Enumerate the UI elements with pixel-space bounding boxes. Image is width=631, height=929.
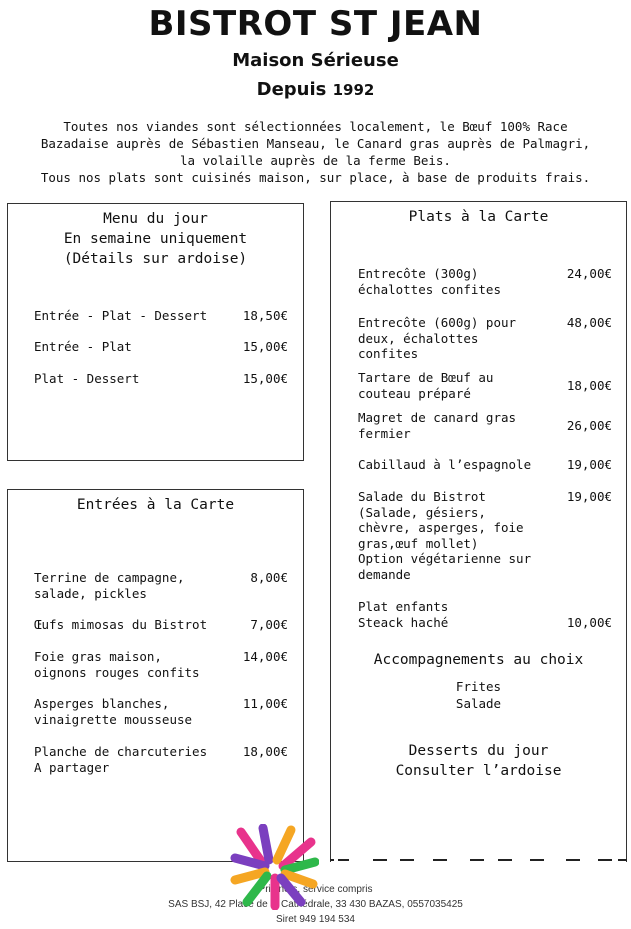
plats-box	[330, 201, 627, 862]
entree-item-price: 7,00€	[250, 617, 288, 632]
divider	[566, 859, 580, 861]
divider	[618, 859, 627, 861]
menu-du-jour-box	[7, 203, 304, 461]
plat-item-name	[358, 370, 493, 401]
plat-name-line: (Salade, gésiers,	[358, 504, 486, 520]
entree-name-line: oignons rouges confits	[34, 664, 200, 680]
tagline: Maison Sérieuse	[232, 50, 399, 71]
plat-name-line: deux, échalottes	[358, 330, 479, 346]
intro-line: Bazadaise auprès de Sébastien Manseau, le Canard gras auprès de Palmagri,	[40, 136, 591, 151]
entree-name-line: vinaigrette mousseuse	[34, 711, 193, 727]
menu-item-price: 15,00€	[242, 339, 288, 354]
menu-du-jour-title-line: En semaine uniquement	[63, 231, 248, 247]
entree-name-line: salade, pickles	[34, 585, 147, 601]
divider	[338, 859, 349, 861]
entree-item-name	[34, 744, 207, 775]
intro-line: la volaille auprès de la ferme Beis.	[180, 153, 451, 168]
plat-name-line: échalottes confites	[358, 281, 501, 297]
plat-item-name	[358, 315, 516, 362]
plat-item-name	[358, 457, 531, 473]
footer-address: SAS BSJ, 42 Place de la Cathédrale, 33 430 BAZAS, 0557035425	[168, 899, 463, 910]
divider	[330, 859, 334, 861]
intro-line: Tous nos plats sont cuisinés maison, sur place, à base de produits frais.	[40, 170, 591, 185]
divider	[470, 859, 484, 861]
plat-item-price: 19,00€	[566, 489, 612, 504]
menu-item-price: 18,50€	[242, 308, 288, 323]
plat-name-line: Option végétarienne sur	[358, 551, 532, 566]
entree-item-name	[34, 649, 200, 680]
desserts-line: Desserts du jour	[408, 743, 549, 759]
menu-item-name: Entrée - Plat - Dessert	[34, 308, 208, 323]
plat-name-line: Entrecôte (600g) pour	[358, 315, 517, 330]
entree-name-line: Œufs mimosas du Bistrot	[34, 617, 208, 632]
plat-item-price: 10,00€	[566, 615, 612, 630]
menu-du-jour-title	[8, 209, 303, 269]
divider	[373, 859, 387, 861]
plat-item-name	[358, 489, 531, 582]
entree-name-line: Terrine de campagne,	[34, 570, 185, 585]
divider	[530, 859, 544, 861]
entree-name-line: A partager	[34, 759, 110, 775]
plat-item-price: 26,00€	[566, 418, 612, 433]
menu-du-jour-title-line: Menu du jour	[103, 211, 208, 227]
entree-name-line: Foie gras maison,	[34, 649, 162, 664]
entree-name-line: Asperges blanches,	[34, 696, 170, 711]
entree-item-price: 14,00€	[242, 649, 288, 664]
accompagnements-title: Accompagnements au choix	[373, 652, 584, 668]
plat-name-line: Entrecôte (300g)	[358, 266, 479, 281]
plat-name-line: demande	[358, 566, 411, 582]
divider	[400, 859, 414, 861]
menu-item-name: Entrée - Plat	[34, 339, 132, 354]
plat-name-line: Magret de canard gras	[358, 410, 517, 425]
entrees-title: Entrées à la Carte	[76, 497, 235, 513]
accompagnement-item: Frites	[455, 679, 502, 694]
accompagnement-item: Salade	[455, 696, 502, 711]
plat-item-price: 48,00€	[566, 315, 612, 330]
accompagnements-list	[331, 678, 626, 712]
entree-name-line: Planche de charcuteries	[34, 744, 208, 759]
plat-item-name	[358, 410, 516, 441]
since-line	[0, 79, 631, 101]
plat-name-line: Salade du Bistrot	[358, 489, 486, 504]
divider	[433, 859, 447, 861]
footer-line: Prix nets, service compris	[258, 884, 373, 895]
since-label: Depuis	[256, 79, 333, 100]
plat-name-line: Tartare de Bœuf au	[358, 370, 494, 385]
plat-name-line: confites	[358, 346, 419, 361]
entree-item-name	[34, 570, 185, 601]
plat-item-price: 18,00€	[566, 378, 612, 393]
menu-item-name: Plat - Dessert	[34, 371, 140, 386]
entree-item-price: 8,00€	[250, 570, 288, 585]
plat-name-line: couteau préparé	[358, 385, 471, 401]
plat-name-line: chèvre, asperges, foie	[358, 520, 524, 535]
divider	[598, 859, 612, 861]
plat-item-name	[358, 599, 448, 630]
logo-stroke	[263, 828, 269, 860]
plats-title: Plats à la Carte	[408, 209, 549, 225]
restaurant-name: BISTROT ST JEAN	[148, 4, 483, 44]
desserts-line: Consulter l’ardoise	[395, 763, 562, 779]
entree-item-name	[34, 696, 192, 727]
entrees-box	[7, 489, 304, 862]
intro-line: Toutes nos viandes sont sélectionnées localement, le Bœuf 100% Race	[63, 119, 568, 134]
divider	[498, 859, 512, 861]
plat-item-price: 19,00€	[566, 457, 612, 472]
entree-item-name	[34, 617, 207, 633]
entree-item-price: 18,00€	[242, 744, 288, 759]
plat-item-price: 24,00€	[566, 266, 612, 281]
menu-item-price: 15,00€	[242, 371, 288, 386]
plat-name-line: Steack haché	[358, 614, 449, 630]
plat-name-line: gras,œuf mollet)	[358, 535, 479, 551]
intro-paragraph	[10, 118, 621, 186]
plat-name-line: fermier	[358, 425, 411, 441]
since-year: 1992	[332, 81, 375, 99]
menu-du-jour-title-line: (Détails sur ardoise)	[63, 251, 248, 267]
desserts-block	[331, 741, 626, 781]
plat-name-line: Plat enfants	[358, 599, 449, 614]
star-logo-icon	[229, 824, 319, 910]
entree-item-price: 11,00€	[242, 696, 288, 711]
footer-siret: Siret 949 194 534	[276, 914, 355, 925]
plat-item-name	[358, 266, 501, 297]
plat-name-line: Cabillaud à l’espagnole	[358, 457, 532, 472]
